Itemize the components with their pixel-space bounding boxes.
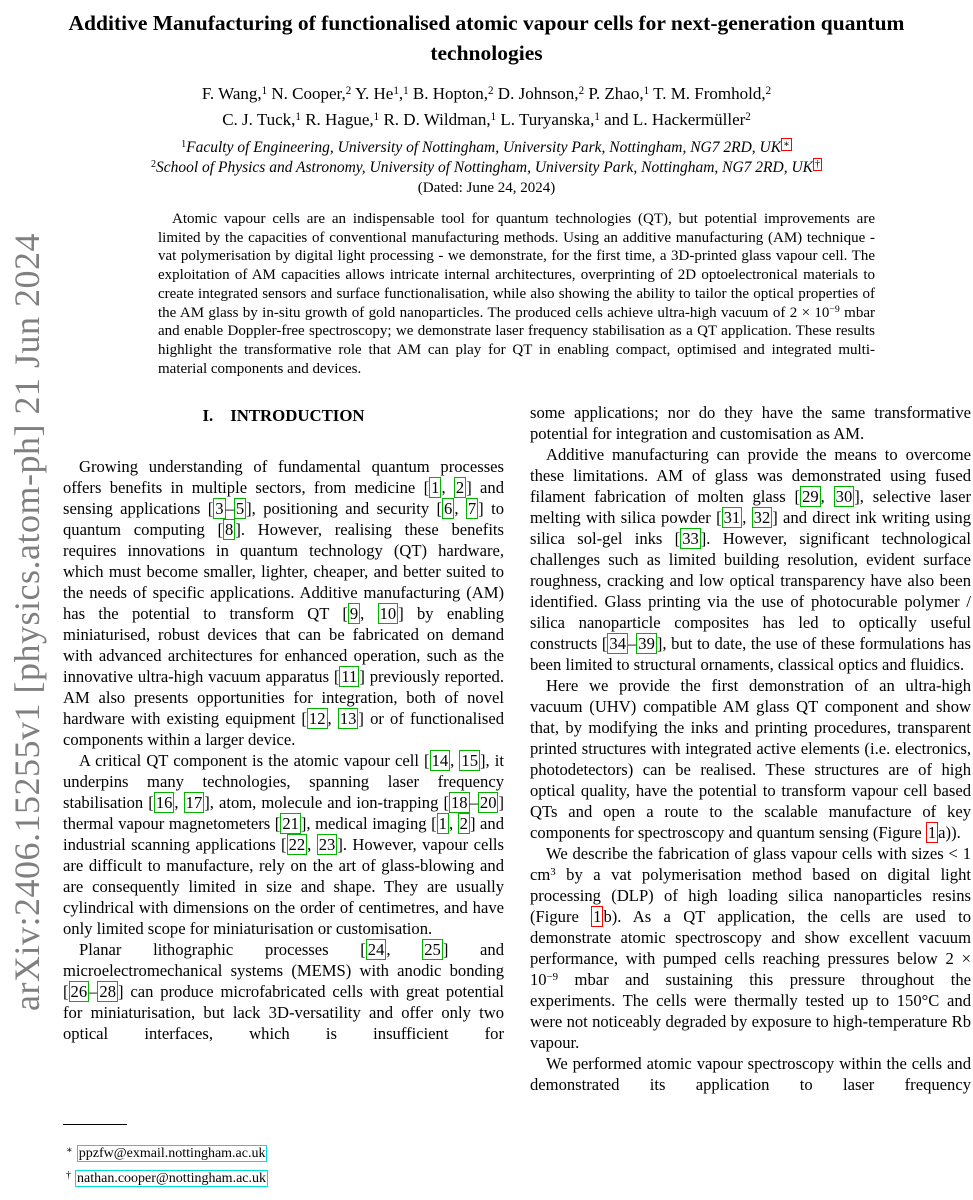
- text-run: R. Hague,: [300, 110, 374, 129]
- text-run: ,: [450, 751, 460, 771]
- citation-link[interactable]: 15: [461, 751, 479, 771]
- right-column: [530, 402, 971, 1095]
- text-run: ,: [448, 814, 458, 834]
- superscript: 2: [578, 85, 585, 98]
- affiliations: [0, 138, 973, 177]
- text-run: ] and sensing applications [: [63, 478, 504, 519]
- footnote-lines: [63, 1142, 504, 1192]
- citation-link[interactable]: 10: [379, 604, 397, 624]
- text-run: ], selective laser melting with silica powder [: [530, 487, 972, 528]
- footnote-rule: [63, 1124, 127, 1125]
- arxiv-watermark: arXiv:2406.15255v1 [physics.atom-ph] 21 Jun 2024: [7, 233, 47, 1011]
- citation-link[interactable]: 32: [753, 508, 771, 528]
- citation-link[interactable]: 1: [431, 478, 440, 498]
- text-run: R. D. Wildman,: [379, 110, 491, 129]
- superscript: 1: [261, 85, 268, 98]
- footnote-line: [63, 1142, 504, 1167]
- superscript: 1: [393, 85, 399, 98]
- text-run: L. Turyanska,: [496, 110, 595, 129]
- paragraph: [530, 1053, 971, 1095]
- citation-link[interactable]: 13: [339, 709, 357, 729]
- citation-link[interactable]: 20: [479, 793, 497, 813]
- citation-link[interactable]: 39: [638, 634, 655, 654]
- date-line: (Dated: June 24, 2024): [417, 180, 556, 196]
- text-run: b). As a QT application, the cells are used to demonstrate atomic spectroscopy and show excellent vacuum performance, with pumped cells reaching pressures below 2 × 10: [530, 907, 971, 990]
- left-column: [63, 402, 504, 1095]
- text-run: ,: [742, 508, 752, 528]
- text-run: –: [628, 634, 637, 654]
- abstract: [158, 210, 875, 378]
- section-title: INTRODUCTION: [230, 406, 365, 426]
- citation-link[interactable]: 31: [723, 508, 741, 528]
- text-run: –: [225, 499, 234, 519]
- footnotes: [63, 1124, 504, 1192]
- text-run: ] can produce microfabricated cells with great potential for miniaturisation, but lack 3D-versatility and offer only two optical interfaces, which is insufficient for: [63, 982, 504, 1044]
- text-run: –: [89, 982, 98, 1002]
- text-line: [0, 158, 973, 178]
- citation-link[interactable]: 16: [155, 793, 173, 813]
- text-run: by a vat polymerisation method based on digital light processing (DLP) of high loading silica nanoparticles resins (Figure: [530, 865, 971, 927]
- citation-link[interactable]: 12: [308, 709, 326, 729]
- text-run: C. J. Tuck,: [222, 110, 296, 129]
- italic-text-run: Faculty of Engineering, University of Nottingham, University Park, Nottingham, NG7 2RD, UK: [186, 139, 782, 156]
- italic-text-run: School of Physics and Astronomy, University of Nottingham, University Park, Nottingham, NG7 2RD, UK: [156, 158, 813, 176]
- citation-link[interactable]: 24: [367, 940, 385, 960]
- email-link[interactable]: nathan.cooper@nottingham.ac.uk: [77, 1171, 266, 1186]
- citation-link[interactable]: 6: [444, 499, 453, 519]
- section-heading-introduction: [63, 406, 504, 426]
- superscript: −9: [829, 304, 840, 316]
- paper-title: Additive Manufacturing of functionalised atomic vapour cells for next-generation quantum technologies: [68, 11, 905, 65]
- text-run: and L. Hackermüller: [599, 110, 746, 129]
- citation-link[interactable]: 34: [609, 634, 626, 654]
- author-list: [0, 81, 973, 133]
- text-run: Here we provide the first demonstration of an ultra-high vacuum (UHV) compatible AM glass QT component and show that, by modifying the inks and printing procedures, transparent printed structures with integrated active elements (i.e. electronics, photodetectors) can be realised. These structures are of high optical quality, have the potential to transform vapour cell based QTs and open a route to the scalable manufacture of key components for spectroscopy and quantum sensing (Figure: [530, 676, 971, 843]
- text-run: D. Johnson,: [493, 84, 579, 103]
- citation-link[interactable]: 18: [451, 793, 468, 813]
- citation-link[interactable]: 9: [349, 604, 359, 624]
- footnote-marker: ∗: [66, 1145, 73, 1156]
- text-run: a)).: [938, 823, 961, 843]
- citation-link[interactable]: 11: [341, 667, 358, 687]
- text-run: ,: [360, 604, 378, 624]
- figure-ref-link[interactable]: 1: [593, 907, 602, 927]
- paragraph: [530, 843, 971, 1053]
- text-run: ,: [174, 793, 184, 813]
- text-run: ] and industrial scanning applications [: [63, 814, 504, 855]
- citation-link[interactable]: 22: [288, 835, 306, 855]
- citation-link[interactable]: 23: [318, 835, 336, 855]
- superscript: 1: [373, 111, 380, 124]
- text-run: ] or of functionalised components within a larger device.: [63, 709, 505, 750]
- paragraph: [530, 402, 971, 444]
- paragraph: [63, 750, 504, 939]
- citation-link[interactable]: 30: [835, 487, 853, 507]
- email-link[interactable]: ppzfw@exmail.nottingham.ac.uk: [78, 1146, 266, 1161]
- superscript: 1: [295, 111, 301, 124]
- text-run: ], but to date, the use of these formulations has been limited to structural ornaments, classical optics and fluidics.: [530, 634, 971, 675]
- text-run: Atomic vapour cells are an indispensable tool for quantum technologies (QT), but potential improvements are limited by the capacities of conventional manufacturing methods. Using an additive manufacturing (AM) technique - vat polymerisation by digital light processing - we demonstrate, for the first time, a 3D-printed glass vapour cell. The exploitation of AM capacities allows intricate internal architectures, overprinting of 2D optoelectronical materials to create integrated sensors and surface functionalisation, while also showing the ability to tailor the optical properties of the AM glass by in-situ growth of gold nanoparticles. The produced cells achieve ultra-high vacuum of 2 × 10: [158, 211, 875, 321]
- superscript: 2: [150, 158, 156, 170]
- citation-link[interactable]: 2: [455, 478, 465, 498]
- superscript: 2: [345, 85, 352, 98]
- text-run: –: [469, 793, 478, 813]
- superscript: 1: [490, 111, 497, 124]
- text-run: ,: [454, 499, 466, 519]
- superscript: −9: [546, 971, 559, 984]
- citation-link[interactable]: 28: [99, 982, 117, 1002]
- superscript: 3: [550, 866, 556, 879]
- text-run: ] and microelectromechanical systems (MEMS) with anodic bonding [: [63, 940, 504, 1002]
- citation-link[interactable]: 17: [185, 793, 203, 813]
- text-run: ,: [307, 835, 317, 855]
- paragraph: [63, 456, 504, 750]
- text-run: ]. However, significant technological challenges such as limited building resolution, evident surface roughness, cracking and low optical transparency have also been identified. Glass printing via the use of photocurable polymer / silica nanoparticle composites has led to optically useful constructs [: [530, 529, 971, 654]
- text-run: ], medical imaging [: [300, 814, 437, 834]
- two-column-body: [63, 402, 973, 1095]
- citation-link[interactable]: 5: [235, 499, 245, 519]
- text-run: ] thermal vapour magnetometers [: [63, 793, 505, 834]
- text-run: ], it underpins many technologies, spanning laser frequency stabilisation [: [63, 751, 505, 813]
- text-run: A critical QT component is the atomic vapour cell [: [79, 751, 430, 771]
- citation-link[interactable]: 2: [459, 814, 468, 834]
- text-run: mbar and sustaining this pressure throughout the experiments. The cells were thermally tested up to 150°C and were not noticeably degraded by exposure to high-temperature Rb vapour.: [530, 970, 971, 1053]
- citation-link[interactable]: 3: [215, 499, 224, 519]
- text-run: ,: [820, 487, 834, 507]
- citation-link[interactable]: 14: [431, 751, 449, 771]
- text-run: ]. However, realising these benefits requires innovations in quantum technology (QT) hardware, which must become smaller, lighter, cheaper, and better suited to the needs of specific applications. Additive manufacturing (AM) has the potential to transform QT [: [63, 520, 504, 624]
- text-run: N. Cooper,: [267, 84, 346, 103]
- text-run: ,: [398, 84, 404, 103]
- left-column-text: [63, 456, 504, 1044]
- section-number: I.: [202, 406, 214, 426]
- text-run: We performed atomic vapour spectroscopy within the cells and demonstrated its application to laser frequency: [530, 1054, 971, 1095]
- citation-link[interactable]: 1: [438, 814, 447, 834]
- text-run: ], atom, molecule and ion-trapping [: [204, 793, 449, 813]
- text-run: some applications; nor do they have the same transformative potential for integration and customisation as AM.: [530, 403, 971, 444]
- text-run: Growing understanding of fundamental quantum processes offers benefits in multiple sectors, from medicine [: [63, 457, 504, 498]
- citation-link[interactable]: 25: [424, 940, 441, 960]
- text-run: Additive manufacturing can provide the means to overcome these limitations. AM of glass was demonstrated using fused filament fabrication of molten glass [: [530, 445, 971, 507]
- text-run: T. M. Fromhold,: [649, 84, 766, 103]
- superscript: 2: [745, 111, 751, 124]
- text-run: We describe the fabrication of glass vapour cells with sizes < 1 cm: [530, 844, 971, 885]
- text-run: Y. He: [351, 84, 394, 103]
- text-run: ], positioning and security [: [246, 499, 443, 519]
- superscript: 1: [403, 85, 409, 98]
- citation-link[interactable]: 8: [225, 520, 234, 540]
- text-run: P. Zhao,: [584, 84, 644, 103]
- text-run: ] previously reported. AM also presents opportunities for integration, both of novel hardware with existing equipment [: [63, 667, 504, 729]
- citation-link[interactable]: 29: [802, 487, 819, 507]
- citation-link[interactable]: 21: [282, 814, 299, 834]
- text-run: ,: [386, 940, 423, 960]
- footnote-marker: †: [66, 1170, 71, 1181]
- right-column-text: [530, 402, 971, 1095]
- text-run: ,: [327, 709, 338, 729]
- paragraph: [530, 444, 971, 675]
- footnote-line: [63, 1167, 504, 1192]
- text-run: ,: [441, 478, 454, 498]
- text-run: mbar and enable Doppler-free spectroscopy; we demonstrate laser frequency stabilisation as a QT application. These results highlight the transformative role that AM can play for QT in enabling compact, optimised and integrated multi-material components and devices.: [158, 304, 875, 377]
- figure-ref-link[interactable]: 1: [927, 823, 937, 843]
- text-run: Planar lithographic processes [: [79, 940, 366, 960]
- superscript: 2: [765, 85, 772, 98]
- footnote-ref-link[interactable]: ∗: [783, 139, 790, 151]
- text-run: ]. However, vapour cells are difficult to manufacture, rely on the art of glass-blowing and are consequently limited in size and shape. They are usually cylindrical with dimensions on the order of centimetres, and have only limited scope for miniaturisation or customisation.: [63, 835, 504, 939]
- text-line: [0, 81, 973, 107]
- superscript: 1: [643, 85, 650, 98]
- superscript: 1: [181, 139, 187, 151]
- footnote-ref-link[interactable]: †: [815, 158, 821, 170]
- citation-link[interactable]: 33: [682, 529, 699, 549]
- paragraph: [63, 939, 504, 1044]
- text-run: B. Hopton,: [408, 84, 489, 103]
- text-run: F. Wang,: [201, 84, 262, 103]
- text-run: ] to quantum computing [: [63, 499, 504, 540]
- citation-link[interactable]: 26: [70, 982, 88, 1002]
- text-line: [0, 107, 973, 133]
- superscript: 2: [488, 85, 494, 98]
- superscript: 1: [594, 111, 600, 124]
- text-run: ] by enabling miniaturised, robust devices that can be fabricated on demand with advanced architectures for enhanced operation, such as the innovative ultra-high vacuum apparatus [: [63, 604, 505, 687]
- paragraph: [530, 675, 971, 843]
- text-run: ] and direct ink writing using silica sol-gel inks [: [530, 508, 971, 549]
- citation-link[interactable]: 7: [467, 499, 477, 519]
- text-line: [0, 138, 973, 158]
